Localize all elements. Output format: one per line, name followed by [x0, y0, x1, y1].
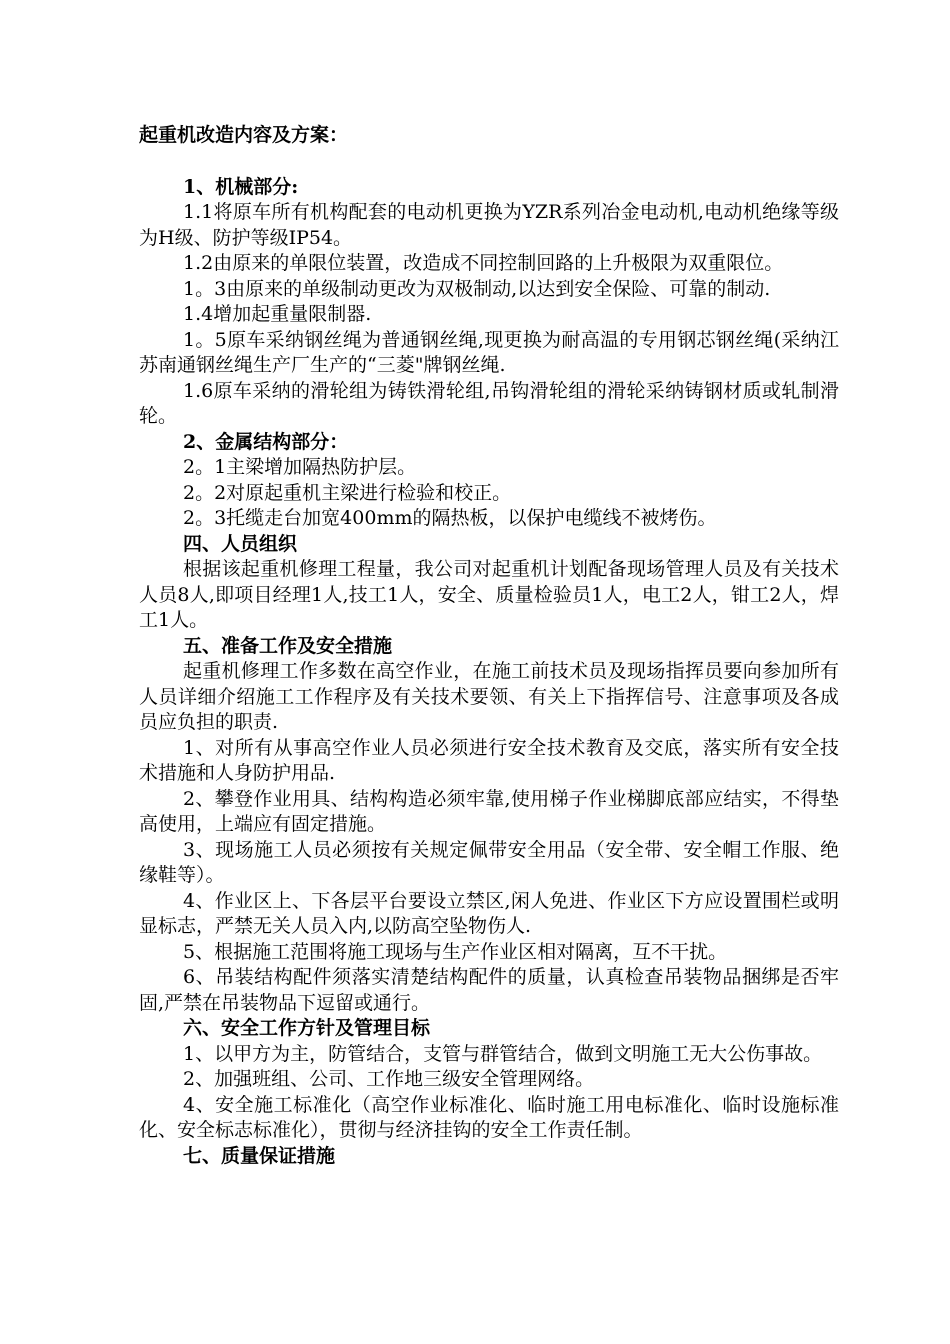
document-body	[139, 123, 839, 1169]
body-paragraph: 起重机修理工作多数在高空作业，在施工前技术员及现场指挥员要向参加所有人员详细介绍施工工作程序及有关技术要领、有关上下指挥信号、注意事项及各成员应负担的职责.	[139, 660, 839, 733]
body-paragraph: 根据该起重机修理工程量，我公司对起重机计划配备现场管理人员及有关技术人员8人,即项目经理1人,技工1人，安全、质量检验员1人，电工2人，钳工2人，焊工1人。	[139, 558, 839, 631]
document-title: 起重机改造内容及方案：	[139, 124, 349, 146]
body-paragraph: 4、安全施工标准化（高空作业标准化、临时施工用电标准化、临时设施标准化、安全标志标准化），贯彻与经济挂钩的安全工作责任制。	[139, 1093, 839, 1141]
paragraph-list	[139, 175, 839, 1170]
body-paragraph: 1。5原车采纳钢丝绳为普通钢丝绳,现更换为耐高温的专用钢芯钢丝绳(采纳江苏南通钢丝绳生产厂生产的“三菱"牌钢丝绳.	[139, 328, 839, 376]
section-heading: 2、金属结构部分：	[183, 430, 349, 453]
body-paragraph: 6、吊装结构配件须落实清楚结构配件的质量，认真检查吊装物品捆绑是否牢固,严禁在吊装物品下逗留或通行。	[139, 966, 839, 1014]
section-heading: 六、安全工作方针及管理目标	[183, 1017, 431, 1039]
body-paragraph: 1.2由原来的单限位装置，改造成不同控制回路的上升极限为双重限位。	[183, 252, 784, 274]
body-paragraph: 5、根据施工范围将施工现场与生产作业区相对隔离，互不干扰。	[183, 940, 728, 963]
body-paragraph: 3、现场施工人员必须按有关规定佩带安全用品（安全带、安全帽工作服、绝缘鞋等）。	[139, 838, 839, 886]
section-heading: 四、人员组织	[183, 532, 298, 555]
body-paragraph: 1.6原车采纳的滑轮组为铸铁滑轮组,吊钩滑轮组的滑轮采纳铸钢材质或轧制滑轮。	[139, 379, 839, 427]
body-paragraph: 2。3托缆走台加宽400mm的隔热板，以保护电缆线不被烤伤。	[183, 507, 717, 529]
body-paragraph: 1、对所有从事高空作业人员必须进行安全技术教育及交底，落实所有安全技术措施和人身防护用品.	[139, 736, 839, 784]
body-paragraph: 4、作业区上、下各层平台要设立禁区,闲人免进、作业区下方应设置围栏或明显标志，严禁无关人员入内,以防高空坠物伤人.	[139, 889, 839, 937]
body-paragraph: 1.4增加起重量限制器.	[183, 303, 372, 325]
body-paragraph: 2、攀登作业用具、结构构造必须牢靠,使用梯子作业梯脚底部应结实，不得垫高使用，上端应有固定措施。	[139, 787, 839, 835]
section-heading: 五、准备工作及安全措施	[183, 634, 393, 657]
section-heading: 1、机械部分:	[183, 175, 299, 198]
body-paragraph: 2。1主梁增加隔热防护层。	[183, 456, 417, 478]
section-heading: 七、质量保证措施	[183, 1144, 336, 1167]
body-paragraph: 2。2对原起重机主梁进行检验和校正。	[183, 481, 512, 504]
body-paragraph: 2、加强班组、公司、工作地三级安全管理网络。	[183, 1068, 595, 1090]
body-paragraph: 1。3由原来的单级制动更改为双极制动,以达到安全保险、可靠的制动.	[183, 277, 771, 300]
body-paragraph: 1、以甲方为主，防管结合，支管与群管结合，做到文明施工无大公伤事故。	[183, 1042, 823, 1065]
body-paragraph: 1.1将原车所有机构配套的电动机更换为YZR系列冶金电动机,电动机绝缘等级为H级、防护等级IP54。	[139, 201, 839, 249]
